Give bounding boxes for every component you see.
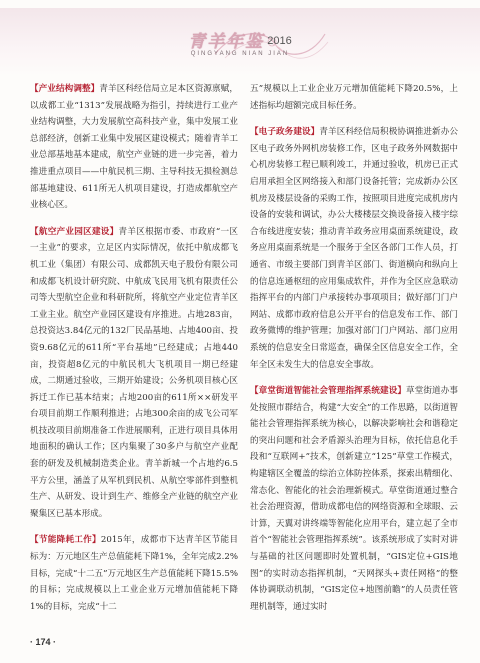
paragraph-text: 青羊区科经信局立足本区资源禀赋，以成都工业“1313”发展战略为指引，持续进行工业产业结构调整，大力发展航空高科技产业，集中发展工业总部经济，创新工业集中发展区建设模式；随着青羊工业总部基地基本建成，航空产业链的进一步完善，着力推进重点项目——中航民机三期、主导科技无损检测总部基地建设、611所无人机项目建设，打造成都航空产业核心区。 bbox=[30, 84, 238, 211]
section-tag: 【电子政务建设】 bbox=[250, 127, 320, 138]
paragraph-e-government bbox=[250, 124, 458, 373]
paragraph-industry-structure bbox=[30, 81, 238, 214]
logo-year: 2016 bbox=[267, 35, 292, 47]
logo-title: 青羊年鉴 bbox=[188, 32, 265, 52]
right-column bbox=[250, 81, 458, 615]
section-tag: 【节能降耗工作】 bbox=[30, 535, 101, 546]
paragraph-text: 五”规模以上工业企业万元增加值能耗下降20.5%，上述指标均超额完成目标任务。 bbox=[250, 84, 458, 111]
left-column bbox=[30, 81, 238, 615]
paragraph-energy-saving bbox=[30, 532, 238, 615]
paragraph-energy-saving-cont bbox=[250, 81, 458, 114]
page-number: · 174 · bbox=[30, 637, 57, 647]
paragraph-text: 草堂街道办事处按照市群结合，构建“大安全”的工作思路，以街道智能社会管理指挥系统为核心，以解决影响社会和谐稳定的突出问题和社会矛盾源头治理为目标，依托信息化手段和“互联网+”技术，创新建立“125”草堂工作模式，构建辖区全覆盖的综治立体防控体系，探索出精细化、常态化、智能化的社会治理新模式。草堂街道通过整合社会治理资源，借助成都电信的网络资源和全球眼、云计算，天翼对讲终端等智能化应用平台，建立起了全市首个“智能社会管理指挥系统”。该系统形成了实时对讲与基础的社区问题即时处置机制，“GIS定位+GIS地图”的实时动态指挥机制，“天网探头+责任网格”的整体协调联动机制，“GIS定位+地图前瞻”的人员责任管理机制等，通过实时 bbox=[250, 386, 458, 612]
paragraph-text: 青羊区根据市委、市政府“一区一主业”的要求，立足区内实际情况，依托中航成都飞机工业（集团）有限公司、成都凯天电子股份有限公司和成都飞机设计研究院、中航成飞民用飞机有限责任公司等大型航空企业和科研院所，将航空产业定位青羊区工业主业。航空产业园区建设有序推进。占地283亩，总投资达3.84亿元的132厂民品基地、占地400亩、投资9.68亿元的611所“平台基地”已经建成；占地440亩，投资超8亿元的中航民机大飞机项目一期已经建成，二期通过验收，三期开始建设；公务机项目核心区拆迁工作已基本结束；占地200亩的611所××研发平台项目前期工作顺利推进；占地300余亩的成飞公司军机技改项目前期准备工作进展顺利，正进行项目具体用地面积的确认工作；区内集聚了30多户与航空产业配套的研发及机械制造类企业。青羊新城一个占地约6.5平方公里，涵盖了从军机到民机、从航空零部件到整机生产、从研发、设计到生产、维修全产业链的航空产业聚集区已基本形成。 bbox=[30, 226, 238, 519]
section-tag: 【产业结构调整】 bbox=[30, 84, 100, 94]
yearbook-logo bbox=[0, 27, 480, 52]
section-tag: 【章堂街道智能社会管理指挥系统建设】 bbox=[250, 386, 407, 397]
paragraph-text: 2015年，成都市下达青羊区节能目标为：万元地区生产总值能耗下降1%，全年完成2.2%目标，完成“十二五”万元地区生产总值能耗下降15.5%的目标；完成规模以上工业企业万元增加值能耗下降1%的目标，完成“十二 bbox=[30, 535, 238, 612]
section-tag: 【航空产业园区建设】 bbox=[30, 226, 119, 237]
paragraph-text: 青羊区科经信局积极协调推进新办公区电子政务外网机房装修工作，区电子政务外网数据中心机房装修工程已顺利竣工，并通过验收，机房已正式启用承担全区网络接入和部门设备托管；完成新办公区机房及楼层设备的采购工作，按照项目进度完成机房内设备的安装和调试，办公大楼楼层交换设备接入楼宇综合布线进度安装；推动青羊政务应用桌面系统建设，政务应用桌面系统是一个服务于全区各部门工作人员，打通省、市级主要部门到青羊区部门、街道横向和纵向上的信息连通枢纽的应用集成软件，并作为全区应急联动指挥平台的内部门户承接转办事项项目；做好部门门户网站、成都市政府信息公开平台的信息发布工作、部门政务微博的维护管理；加强对部门门户网站、部门应用系统的信息安全日常巡查，确保全区信息安全工作，全年全区未发生大的信息安全事故。 bbox=[250, 127, 458, 370]
paragraph-aviation-park bbox=[30, 224, 238, 523]
logo-pinyin: QINGYANG NIAN JIAN bbox=[190, 51, 290, 57]
paragraph-caotang-command-system bbox=[250, 383, 458, 615]
